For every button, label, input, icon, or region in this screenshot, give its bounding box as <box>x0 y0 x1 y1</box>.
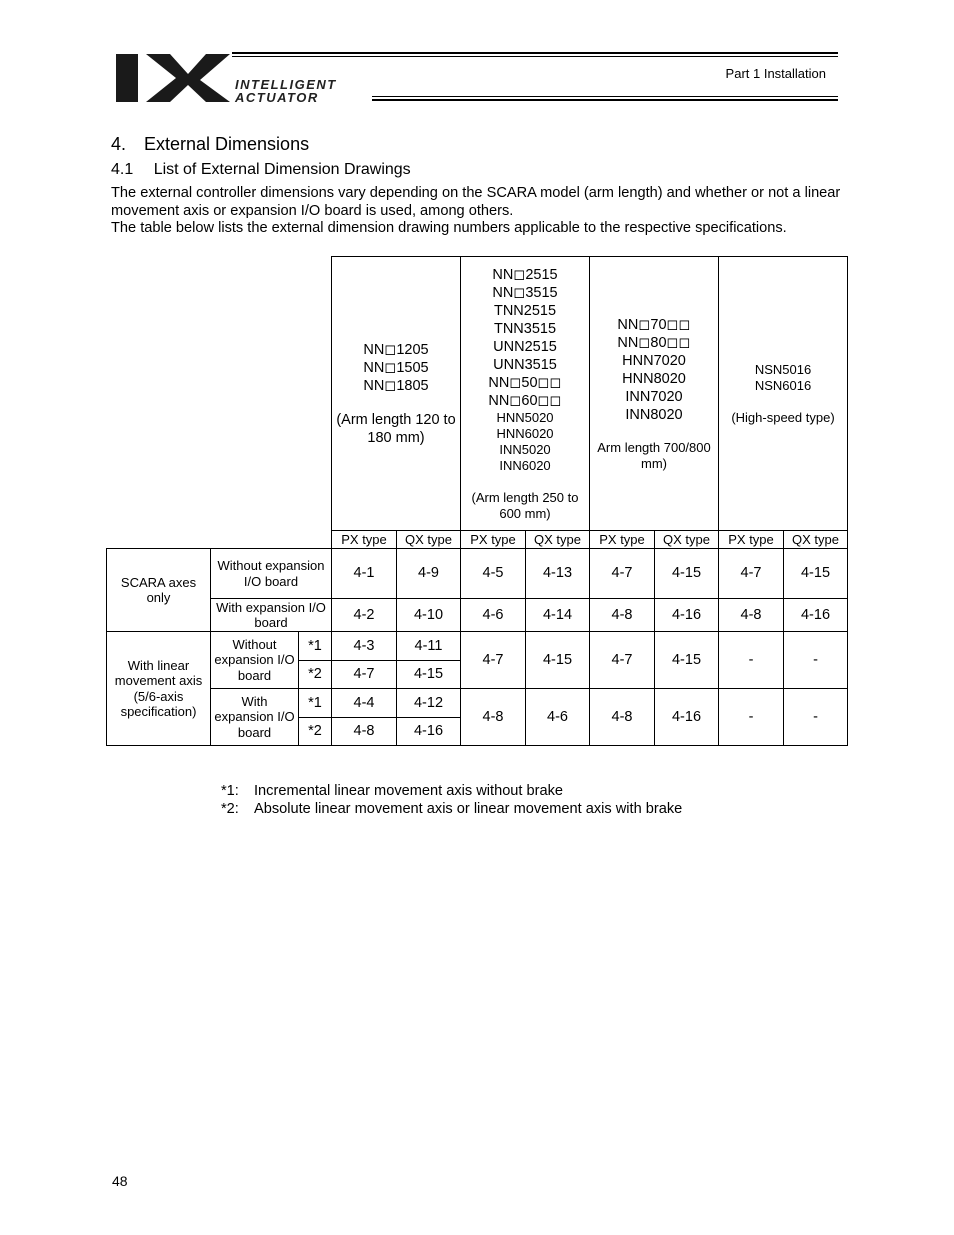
table-cell: 4-13 <box>526 549 590 599</box>
model-name: NN◻1205 <box>363 341 429 358</box>
model-name: TNN3515 <box>493 320 557 337</box>
linear-with-row-1 <box>107 689 848 718</box>
table-cell: 4-10 <box>397 599 461 632</box>
table-cell: 4-5 <box>461 549 526 599</box>
header-rule-top <box>232 52 838 54</box>
model-group-3 <box>590 257 719 531</box>
part-label: Part 1 Installation <box>725 66 826 81</box>
model-name: HNN8020 <box>622 370 686 387</box>
table-cell: 4-2 <box>332 599 397 632</box>
table-cell: 4-15 <box>655 632 719 689</box>
type-header: PX type <box>719 531 784 549</box>
footnote-mark: *2 <box>299 661 332 689</box>
model-name: NN◻80◻◻ <box>617 334 691 351</box>
model-group-4 <box>719 257 848 531</box>
row-label: Without expansion I/O board <box>211 632 299 689</box>
logo-line2: ACTUATOR <box>235 90 319 104</box>
section-heading: 4. External Dimensions <box>111 134 310 154</box>
table-cell: 4-14 <box>526 599 590 632</box>
scara-without-row <box>107 549 848 599</box>
model-name: HNN6020 <box>496 425 554 441</box>
type-header: QX type <box>655 531 719 549</box>
model-name: NN◻1505 <box>363 359 429 376</box>
model-name: HNN5020 <box>496 409 554 425</box>
model-name: INN6020 <box>499 457 551 473</box>
page-number: 48 <box>112 1173 128 1189</box>
arm-length-note: Arm length 700/800 mm) <box>597 439 711 471</box>
table-cell: 4-7 <box>332 661 397 689</box>
model-name: NN◻3515 <box>492 284 558 301</box>
table-cell: 4-6 <box>461 599 526 632</box>
table-cell: 4-16 <box>784 599 848 632</box>
footnote-mark: *2: <box>221 801 239 817</box>
arm-length-note: (Arm length 250 to 600 mm) <box>471 489 579 521</box>
type-header-row <box>107 531 848 549</box>
table-cell: 4-15 <box>397 661 461 689</box>
table-cell: 4-8 <box>590 599 655 632</box>
table-cell: 4-7 <box>590 549 655 599</box>
table-cell: - <box>784 689 848 746</box>
model-group-1 <box>332 257 461 531</box>
table-cell: 4-3 <box>332 632 397 661</box>
model-name: UNN3515 <box>493 356 557 373</box>
table-cell: 4-16 <box>655 599 719 632</box>
intelligent-actuator-logo <box>114 52 404 104</box>
table-cell: 4-11 <box>397 632 461 661</box>
header-rule-bottom-thin <box>372 96 838 97</box>
type-header: PX type <box>461 531 526 549</box>
footnote-1 <box>221 783 563 799</box>
model-group-2 <box>461 257 590 531</box>
table-cell: 4-8 <box>332 718 397 746</box>
footnote-mark: *2 <box>299 718 332 746</box>
header-rule-top-thin <box>232 56 838 57</box>
footnote-text: Absolute linear movement axis or linear movement axis with brake <box>254 801 683 817</box>
scara-axes-label: SCARA axes only <box>107 549 211 632</box>
model-name: NN◻1805 <box>363 377 429 394</box>
model-header-row <box>107 257 848 531</box>
table-cell: 4-4 <box>332 689 397 718</box>
table-cell: 4-7 <box>719 549 784 599</box>
model-name: NSN5016 <box>754 361 812 377</box>
row-label: With expansion I/O board <box>211 599 332 632</box>
blank-corner <box>107 257 332 531</box>
row-label: Without expansion I/O board <box>211 549 332 599</box>
model-name: NN◻70◻◻ <box>617 316 691 333</box>
model-name: UNN2515 <box>493 338 557 355</box>
model-name: NSN6016 <box>754 377 812 393</box>
footnote-2 <box>221 801 682 817</box>
table-cell: 4-8 <box>590 689 655 746</box>
high-speed-note: (High-speed type) <box>731 409 835 425</box>
header-rule-bottom <box>372 99 838 101</box>
dimension-drawings-table <box>106 256 848 746</box>
model-name: INN5020 <box>499 441 551 457</box>
model-name: NN◻60◻◻ <box>488 392 562 409</box>
ix-logo-mark <box>116 54 230 102</box>
table-cell: - <box>719 632 784 689</box>
model-name: INN7020 <box>625 388 683 405</box>
model-name: NN◻2515 <box>492 266 558 283</box>
scara-with-row <box>107 599 848 632</box>
table-cell: 4-16 <box>655 689 719 746</box>
model-name: TNN2515 <box>493 302 557 319</box>
type-header: QX type <box>784 531 848 549</box>
table-cell: 4-8 <box>719 599 784 632</box>
table-cell: 4-9 <box>397 549 461 599</box>
table-cell: - <box>719 689 784 746</box>
table-cell: 4-7 <box>590 632 655 689</box>
linear-axis-label: With linear movement axis (5/6-axis specification) <box>107 632 211 746</box>
footnote-mark: *1 <box>299 689 332 718</box>
table-cell: 4-8 <box>461 689 526 746</box>
model-name: NN◻50◻◻ <box>488 374 562 391</box>
table-cell: 4-15 <box>526 632 590 689</box>
table-cell: 4-15 <box>784 549 848 599</box>
logo-line1: INTELLIGENT <box>235 77 337 92</box>
type-header: PX type <box>332 531 397 549</box>
intro-paragraph <box>111 185 851 238</box>
table-cell: 4-1 <box>332 549 397 599</box>
table-cell: - <box>784 632 848 689</box>
footnote-mark: *1: <box>221 783 239 799</box>
table-cell: 4-7 <box>461 632 526 689</box>
footnote-mark: *1 <box>299 632 332 661</box>
arm-length-note: (Arm length 120 to 180 mm) <box>336 411 456 446</box>
subsection-heading: 4.1 List of External Dimension Drawings <box>111 161 411 178</box>
type-header: PX type <box>590 531 655 549</box>
intro-text-1: The external controller dimensions vary depending on the SCARA model (arm length) and whether or not a linear movement axis or expansion I/O board is used, among others. <box>111 185 841 219</box>
type-header: QX type <box>526 531 590 549</box>
table-cell: 4-12 <box>397 689 461 718</box>
table-cell: 4-6 <box>526 689 590 746</box>
model-name: INN8020 <box>625 406 683 423</box>
table-cell: 4-15 <box>655 549 719 599</box>
footnote-text: Incremental linear movement axis without brake <box>254 783 564 799</box>
linear-without-row-1 <box>107 632 848 661</box>
table-cell: 4-16 <box>397 718 461 746</box>
row-label: With expansion I/O board <box>211 689 299 746</box>
blank-corner <box>107 531 332 549</box>
model-name: HNN7020 <box>622 352 686 369</box>
intro-text-2: The table below lists the external dimension drawing numbers applicable to the respective specifications. <box>111 220 787 236</box>
type-header: QX type <box>397 531 461 549</box>
